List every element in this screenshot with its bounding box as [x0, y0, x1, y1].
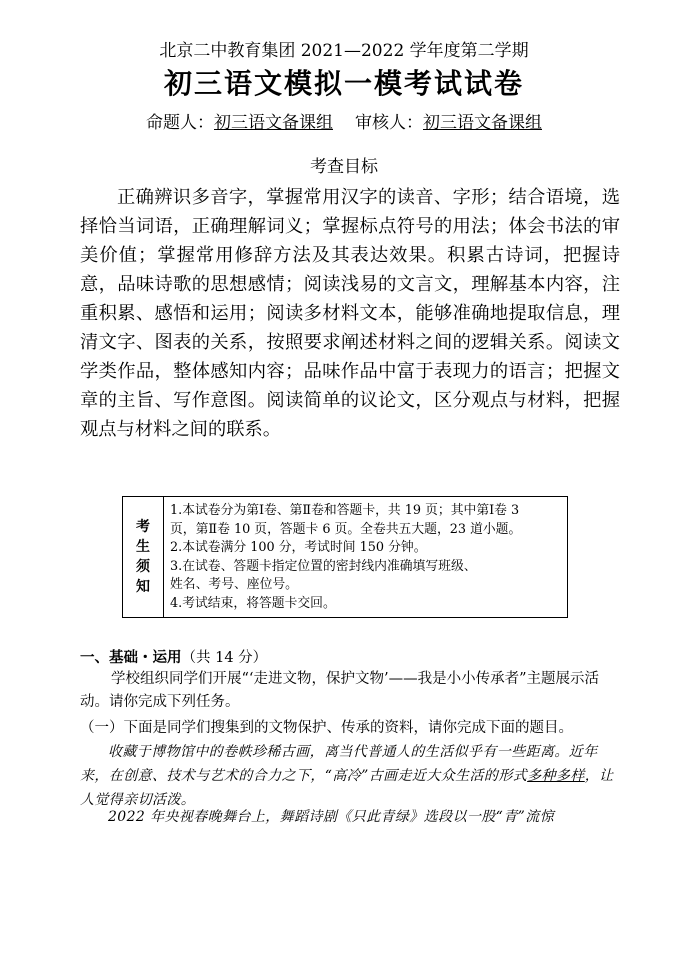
reviewer-name: 初三语文备课组 — [423, 113, 542, 133]
notice-line: 2.本试卷满分 100 分，考试时间 150 分钟。 — [170, 540, 427, 555]
reviewer-label: 审核人： — [355, 113, 423, 133]
notice-label-char: 生 — [136, 539, 150, 555]
section-title: 一、基础・运用 — [80, 650, 182, 666]
notice-label-char: 考 — [136, 519, 150, 535]
author-line — [0, 108, 688, 133]
sub-heading-text: 下面是同学们搜集到的文物保护、传承的资料，请你完成下面的题目。 — [123, 720, 573, 736]
objectives-body: 正确辨识多音字，掌握常用汉字的读音、字形；结合语境，选择恰当词语，正确理解词义；掌握标点符号的用法；体会书法的审美价值；掌握常用修辞方法及其表达效果。积累古诗词，把握诗意，品味诗歌的思想感情；阅读浅易的文言文，理解基本内容，注重积累、感悟和运用；阅读多材料文本，能够准确地提取信息，理清文字、图表的关系，按照要求阐述材料之间的逻辑关系。阅读文学类作品，整体感知内容；品味作品中富于表现力的语言；把握文章的主旨、写作意图。阅读简单的议论文，区分观点与材料，把握观点与材料之间的联系。 — [80, 187, 620, 440]
passage-next-paragraph: 2022 年央视春晚舞台上，舞蹈诗剧《只此青绿》选段以一股“青”流惊 — [108, 809, 554, 825]
notice-label-char: 须 — [136, 559, 150, 575]
activity-intro: 学校组织同学们开展“‘走进文物，保护文物’——我是小小传承者”主题展示活动。请你完成下列任务。 — [80, 671, 600, 710]
notice-line: 姓名、考号、座位号。 — [170, 577, 298, 592]
notice-label — [123, 497, 164, 617]
passage-text: ，让人觉得亲切活泼。 — [80, 768, 614, 808]
reading-passage — [80, 740, 620, 812]
section-score: （共 14 分） — [181, 650, 268, 666]
notice-items — [164, 497, 567, 617]
notice-line: 页，第Ⅱ卷 10 页，答题卡 6 页。全卷共五大题，23 道小题。 — [170, 521, 522, 537]
objectives-heading: 考查目标 — [310, 157, 378, 177]
passage-underlined-phrase: 多种多样 — [527, 768, 585, 784]
notice-label-char: 知 — [136, 579, 150, 595]
notice-line: 3.在试卷、答题卡指定位置的密封线内准确填写班级、 — [170, 558, 477, 574]
passage-text: 收藏于博物馆中的卷帙珍稀古画，离当代普通人的生活似乎有一些距离。近年来，在创意、技术与艺术的合力之下，“高冷”古画走近大众生活的形式 — [80, 744, 598, 784]
sub-heading-number: （一） — [80, 720, 124, 736]
author-label: 命题人： — [146, 113, 214, 133]
sub-heading — [80, 716, 573, 737]
notice-line: 1.本试卷分为第Ⅰ卷、第Ⅱ卷和答题卡，共 19 页；其中第Ⅰ卷 3 — [170, 503, 520, 518]
notice-line: 4.考试结束，将答题卡交回。 — [170, 595, 336, 611]
exam-title: 初三语文模拟一模考试试卷 — [163, 67, 524, 100]
author-name: 初三语文备课组 — [214, 113, 333, 133]
section-heading — [80, 646, 267, 667]
school-line: 北京二中教育集团 2021—2022 学年度第二学期 — [159, 41, 529, 61]
candidate-notice-box — [122, 496, 568, 618]
